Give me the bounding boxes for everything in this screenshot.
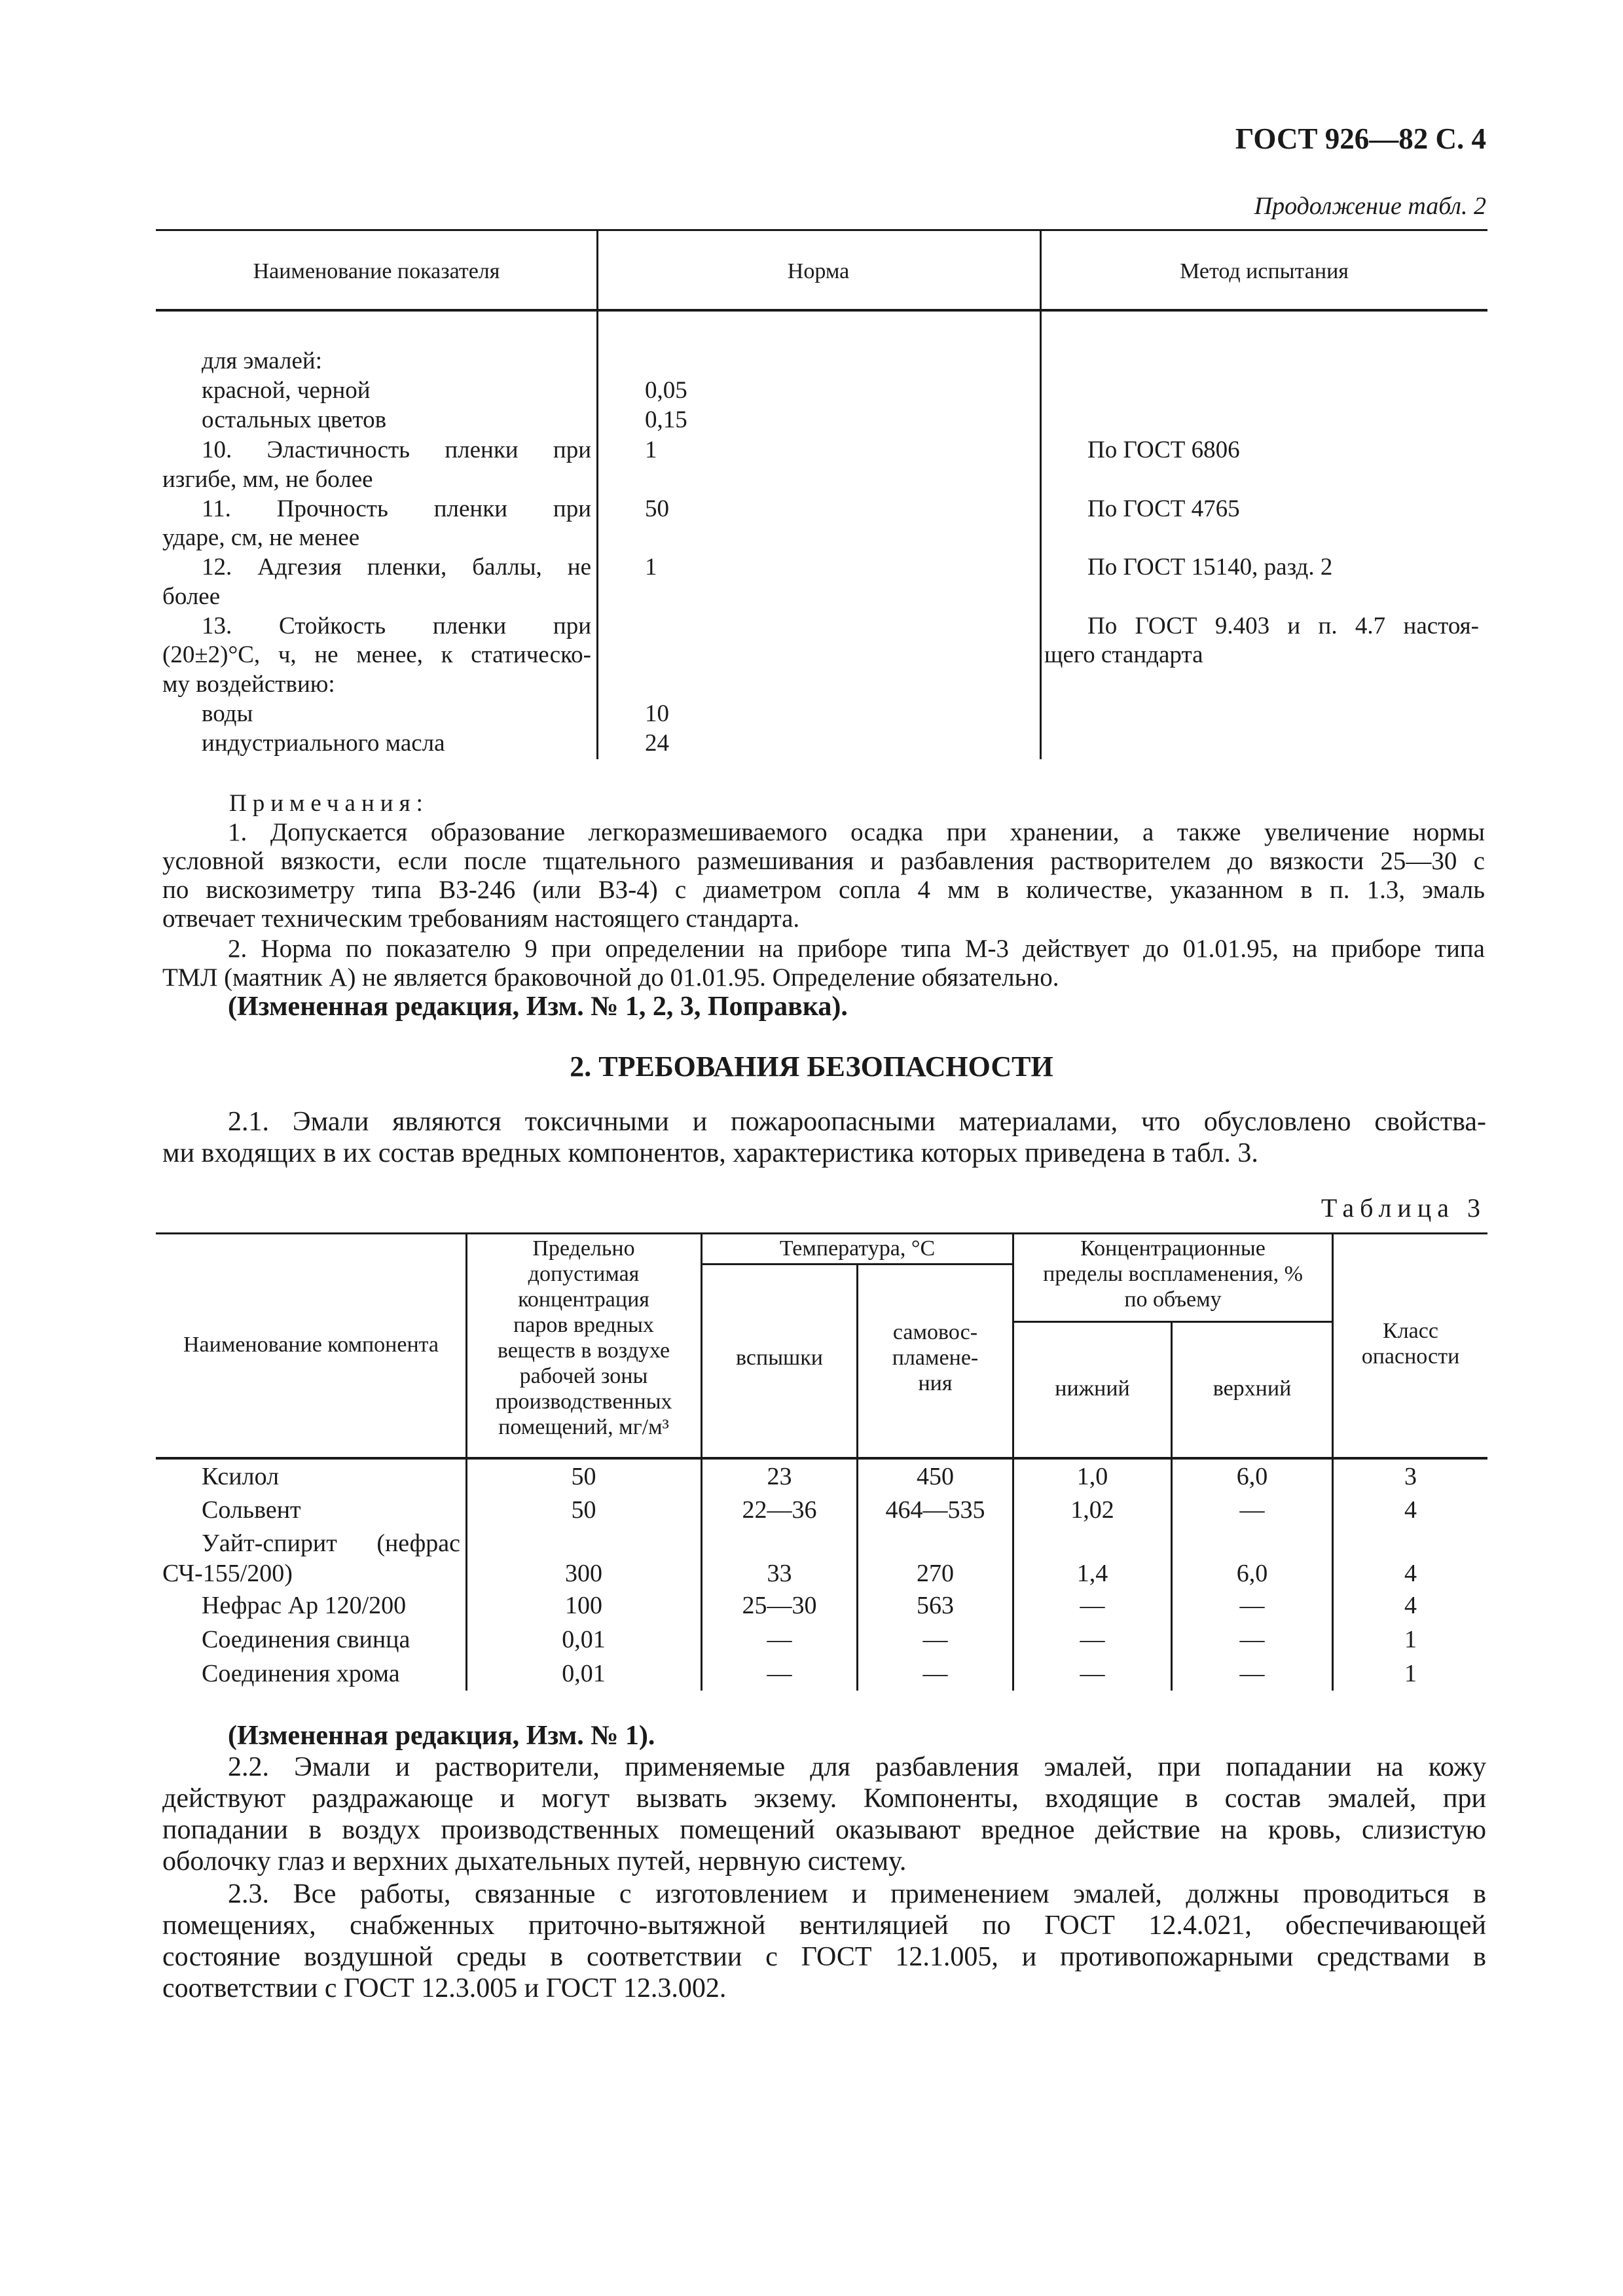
table2-cell-name: индустриального масла <box>202 730 445 757</box>
table3-cell-upper: — <box>1239 1660 1265 1687</box>
paragraph-2-3 <box>162 1878 1486 2004</box>
table2-cell-method: По ГОСТ 15140, разд. 2 <box>1087 554 1333 581</box>
table3-header-hazard: Класс опасности <box>1361 1319 1460 1369</box>
table3-cell-mpc: 50 <box>571 1463 596 1490</box>
paragraph-line: попадании в воздух производственных помещений оказывают вредное действие на кровь, слизистую <box>162 1815 1486 1845</box>
table3-header-lower: нижний <box>1055 1376 1130 1401</box>
table3-cell-hazard: 3 <box>1404 1463 1417 1490</box>
table3-cell-mpc: 0,01 <box>562 1626 606 1653</box>
table2-col-divider-1 <box>596 229 598 759</box>
table2-cell-name: ударе, см, не менее <box>162 524 360 551</box>
table3-cell-flash: 23 <box>767 1463 792 1490</box>
table3-cell-lower: 1,0 <box>1076 1463 1108 1490</box>
note-1-line: условной вязкости, если после тщательного размешивания и разбавления растворителем до вязкости 25—30 с <box>162 847 1485 875</box>
table2-cell-name: более <box>162 583 221 610</box>
table3-cell-upper: — <box>1239 1496 1265 1524</box>
table3-cell-lower: 1,02 <box>1070 1496 1114 1524</box>
table3-cell-flash: 25—30 <box>742 1592 817 1619</box>
table3-revision: (Измененная редакция, Изм. № 1). <box>228 1721 655 1751</box>
table2-cell-name: воды <box>202 700 253 727</box>
table2-cell-norm: 0,15 <box>645 406 687 433</box>
table2-cell-name: му воздействию: <box>162 671 335 698</box>
table3-cell-hazard: 4 <box>1404 1496 1417 1524</box>
table3-cell-autoignition: 464—535 <box>885 1496 985 1524</box>
paragraph-line: оболочку глаз и верхних дыхательных путей, нервную систему. <box>162 1846 907 1876</box>
table3-cell-autoignition: 450 <box>917 1463 954 1490</box>
table2-cell-method: По ГОСТ 6806 <box>1087 437 1240 463</box>
table3-header-mpc: Предельно допустимая концентрация паров вредных веществ в воздухе рабочей зоны производственных помещений, мг/м³ <box>495 1236 672 1439</box>
table2-cell-name: 10. Эластичность пленки при <box>202 437 591 463</box>
table3-cell-name: Нефрас Ар 120/200 <box>202 1592 407 1619</box>
table3-cell-name: Ксилол <box>202 1463 280 1490</box>
paragraph-line: действуют раздражающе и могут вызвать экзему. Компоненты, входящие в состав эмалей, при <box>162 1784 1486 1814</box>
table2-col-divider-2 <box>1040 229 1042 759</box>
table3-header-temperature: Температура, °С <box>779 1236 936 1261</box>
notes-revision: (Измененная редакция, Изм. № 1, 2, 3, Поправка). <box>228 992 848 1022</box>
table3-cell-lower: 1,4 <box>1076 1560 1108 1587</box>
table3-cell-mpc: 300 <box>565 1560 602 1587</box>
table2-cell-method: щего стандарта <box>1044 641 1203 668</box>
table3-cell-name: Соединения свинца <box>202 1626 410 1653</box>
table3-cell-flash: 33 <box>767 1560 792 1587</box>
table2-top-rule <box>156 229 1487 231</box>
table3-cell-autoignition: 563 <box>917 1592 954 1619</box>
paragraph-line: ми входящих в их состав вредных компонентов, характеристика которых приведена в табл. 3. <box>162 1138 1258 1168</box>
paragraph-2-1 <box>162 1106 1486 1169</box>
paragraph-line: состояние воздушной среды в соответствии с ГОСТ 12.1.005, и противопожарными средствами в <box>162 1942 1486 1972</box>
table3-cell-flash: — <box>767 1660 792 1687</box>
note-1 <box>162 818 1485 933</box>
section-heading: 2. ТРЕБОВАНИЯ БЕЗОПАСНОСТИ <box>570 1050 1053 1083</box>
table2-cell-name: остальных цветов <box>202 406 387 433</box>
table2-cell-name: изгибе, мм, не более <box>162 466 373 493</box>
table3-cell-lower: — <box>1080 1592 1105 1619</box>
note-2 <box>162 935 1485 992</box>
paragraph-line: соответствии с ГОСТ 12.3.005 и ГОСТ 12.3.002. <box>162 1973 727 2003</box>
table3-header-upper: верхний <box>1213 1376 1292 1401</box>
table3-cell-mpc: 50 <box>571 1496 596 1524</box>
table3-header-flash: вспышки <box>736 1346 823 1370</box>
table3-cell-name: Соединения хрома <box>202 1660 400 1687</box>
table3-header-concentration: Концентрационные пределы воспламенения, % по объему <box>1043 1236 1303 1312</box>
table3-cell-hazard: 4 <box>1404 1560 1417 1587</box>
table3-top-rule <box>156 1232 1487 1234</box>
paragraph-line: 2.3. Все работы, связанные с изготовлением и применением эмалей, должны проводиться в <box>228 1879 1486 1909</box>
table2-cell-name: (20±2)°С, ч, не менее, к статическо- <box>162 641 591 668</box>
table2-cell-name: 12. Адгезия пленки, баллы, не <box>202 554 591 581</box>
table3-cell-lower: — <box>1080 1626 1105 1653</box>
table3-cell-lower: — <box>1080 1660 1105 1687</box>
table2-cell-norm: 1 <box>645 554 657 581</box>
table3-label: Таблица 3 <box>1321 1193 1486 1223</box>
table2-cell-method: По ГОСТ 4765 <box>1087 495 1240 522</box>
table3-cell-mpc: 0,01 <box>562 1660 606 1687</box>
table2-header-name: Наименование показателя <box>253 259 500 283</box>
note-1-line: 1. Допускается образование легкоразмешиваемого осадка при хранении, а также увеличение нормы <box>228 818 1485 846</box>
table2-header-norm: Норма <box>787 259 850 283</box>
table2-cell-name: 11. Прочность пленки при <box>202 495 591 522</box>
table2-cell-norm: 1 <box>645 437 657 463</box>
table3-cell-name: Уайт-спирит (нефрас СЧ-155/200) <box>162 1530 460 1587</box>
table3-cell-upper: — <box>1239 1592 1265 1619</box>
table3-cell-upper: — <box>1239 1626 1265 1653</box>
table3-cell-autoignition: 270 <box>917 1560 954 1587</box>
paragraph-line: помещениях, снабженных приточно-вытяжной вентиляцией по ГОСТ 12.4.021, обеспечивающей <box>162 1910 1486 1941</box>
table3-cell-hazard: 1 <box>1404 1660 1417 1687</box>
table3-cell-autoignition: — <box>922 1660 948 1687</box>
table3-cell-upper: 6,0 <box>1236 1560 1268 1587</box>
notes-title: Примечания: <box>229 790 429 817</box>
table3-cell-upper: 6,0 <box>1236 1463 1268 1490</box>
note-1-line: отвечает техническим требованиям настоящего стандарта. <box>162 905 800 933</box>
table2-cell-name: красной, черной <box>202 377 371 404</box>
table3-cell-flash: 22—36 <box>742 1496 817 1524</box>
note-1-line: по вискозиметру типа ВЗ-246 (или ВЗ-4) с диаметром сопла 4 мм в количестве, указанном в п. 1.3, эмаль <box>162 876 1485 904</box>
table-continuation-label: Продолжение табл. 2 <box>1254 192 1486 220</box>
table3-cell-mpc: 100 <box>565 1592 602 1619</box>
note-2-line: 2. Норма по показателю 9 при определении на приборе типа М-3 действует до 01.01.95, на приборе типа <box>228 935 1485 963</box>
paragraph-2-2 <box>162 1751 1486 1877</box>
table3-cell-flash: — <box>767 1626 792 1653</box>
page-header: ГОСТ 926—82 С. 4 <box>1235 122 1486 155</box>
table2-header-method: Метод испытания <box>1180 259 1349 283</box>
table3-cell-hazard: 1 <box>1404 1626 1417 1653</box>
table3-cell-autoignition: — <box>922 1626 948 1653</box>
table2-cell-norm: 0,05 <box>645 377 687 404</box>
table2-header-rule <box>156 309 1487 312</box>
table2-cell-method: По ГОСТ 9.403 и п. 4.7 настоя- <box>1087 613 1479 639</box>
table2-cell-name: 13. Стойкость пленки при <box>202 613 591 639</box>
table2-cell-norm: 50 <box>645 495 669 522</box>
table3-header-autoignition: самовос- пламене- ния <box>892 1320 979 1395</box>
table3-header-name: Наименование компонента <box>183 1333 439 1357</box>
paragraph-line: 2.1. Эмали являются токсичными и пожароопасными материалами, что обусловлено свойства- <box>228 1107 1486 1137</box>
paragraph-line: 2.2. Эмали и растворители, применяемые для разбавления эмалей, при попадании на кожу <box>228 1752 1486 1782</box>
table2-cell-norm: 10 <box>645 700 669 727</box>
table3-cell-name: Сольвент <box>202 1496 301 1524</box>
table3-header-rule <box>156 1457 1487 1460</box>
table2-cell-norm: 24 <box>645 730 669 757</box>
table2-cell-name: для эмалей: <box>202 348 322 374</box>
table3-cell-hazard: 4 <box>1404 1592 1417 1619</box>
note-2-line: ТМЛ (маятник А) не является браковочной до 01.01.95. Определение обязательно. <box>162 963 1059 992</box>
